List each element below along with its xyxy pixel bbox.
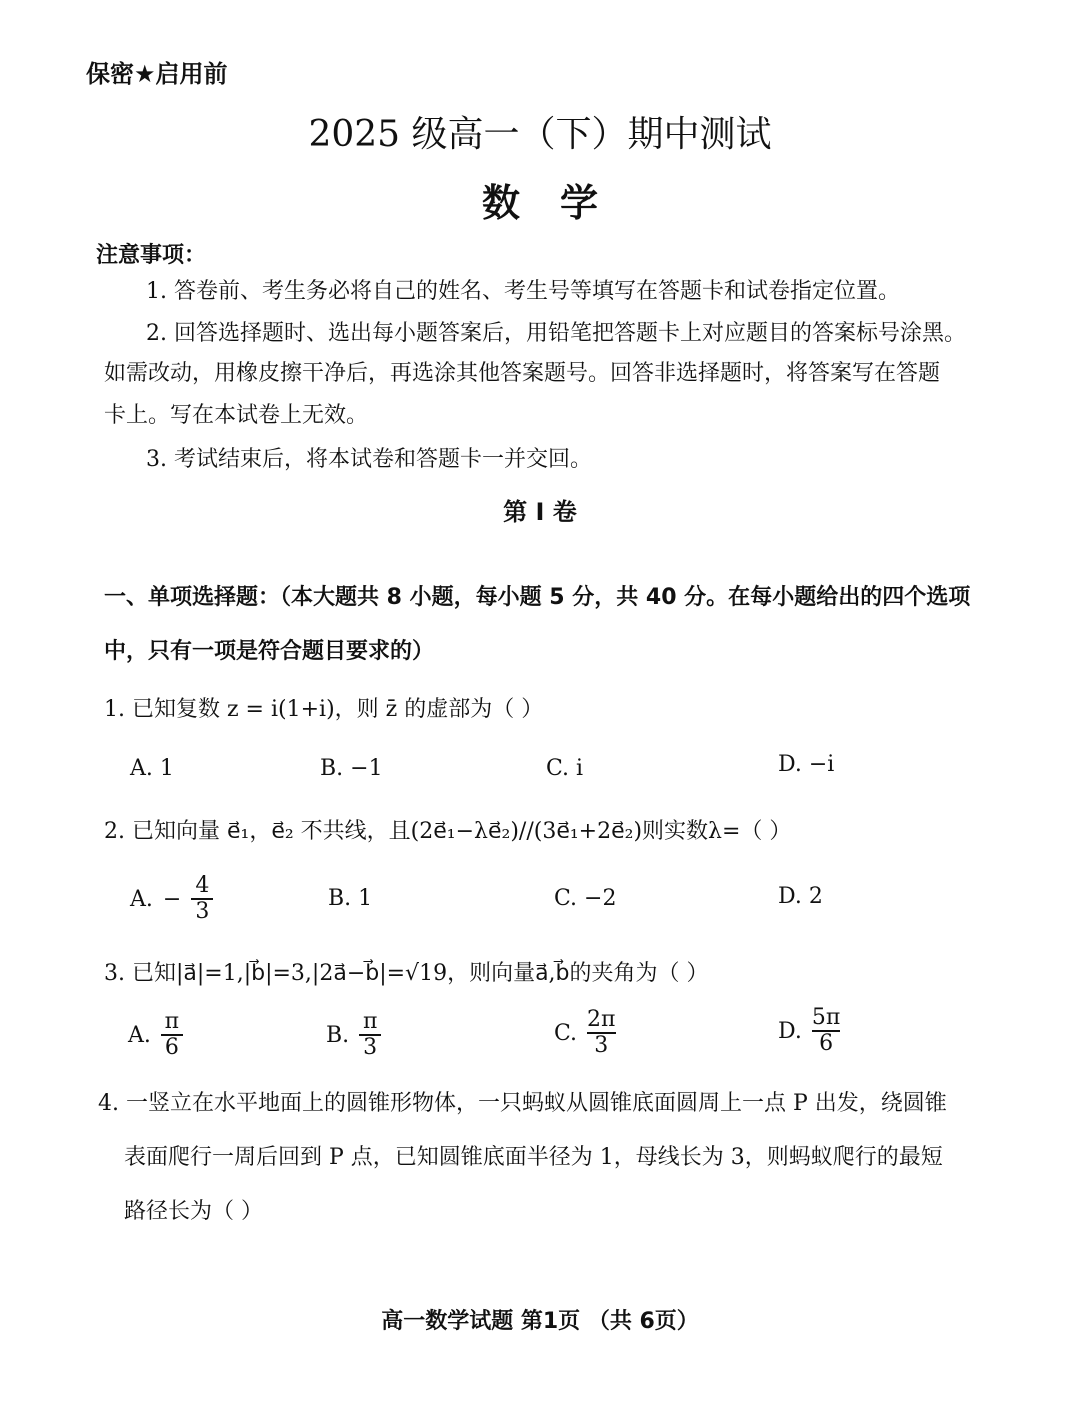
- notice-item-2-line-2: 如需改动，用橡皮擦干净后，再选涂其他答案题号。回答非选择题时，将答案写在答题: [104, 361, 941, 386]
- option-label: B.: [326, 1022, 350, 1048]
- question-1-option-b: B. −1: [320, 756, 383, 781]
- denominator: 6: [164, 1035, 179, 1061]
- numerator: 4: [195, 873, 210, 898]
- fraction: [812, 1006, 840, 1056]
- option-label: D.: [778, 1018, 802, 1044]
- question-2-option-b: B. 1: [328, 886, 373, 911]
- subject-title: 数学: [481, 180, 638, 225]
- option-label: A.: [130, 886, 153, 912]
- question-2-option-d: D. 2: [778, 884, 823, 909]
- option-label: C.: [554, 1020, 578, 1046]
- notice-item-1: 1. 答卷前、考生务必将自己的姓名、考生号等填写在答题卡和试卷指定位置。: [146, 279, 900, 304]
- page-footer: 高一数学试题 第1页 （共 6页）: [381, 1309, 699, 1334]
- question-3-option-c: [554, 1008, 616, 1058]
- numerator: 5π: [811, 1005, 841, 1030]
- denominator: 3: [363, 1035, 378, 1061]
- fraction: [161, 1010, 183, 1060]
- question-4-line-3: 路径长为（ ）: [124, 1199, 263, 1224]
- question-3-option-b: [326, 1010, 381, 1060]
- part1-heading-line-1: 一、单项选择题：（本大题共 8 小题，每小题 5 分，共 40 分。在每小题给出的四个选项: [104, 585, 971, 610]
- question-3-option-a: [128, 1010, 183, 1060]
- question-1-option-a: A. 1: [130, 756, 174, 781]
- option-label: A.: [128, 1022, 151, 1048]
- notice-item-2-line-1: 2. 回答选择题时、选出每小题答案后，用铅笔把答题卡上对应题目的答案标号涂黑。: [146, 321, 966, 346]
- fraction: [359, 1010, 381, 1060]
- question-3-option-d: [778, 1006, 840, 1056]
- fraction: [191, 874, 213, 924]
- question-2-stem: 2. 已知向量 e⃗₁，e⃗₂ 不共线，且(2e⃗₁−λe⃗₂)//(3e⃗₁+2e⃗₂)则实数λ=（ ）: [104, 819, 792, 844]
- question-2-option-a: [130, 874, 213, 924]
- question-4-line-1: 4. 一竖立在水平地面上的圆锥形物体，一只蚂蚁从圆锥底面圆周上一点 P 出发，绕圆锥: [98, 1091, 947, 1116]
- notice-item-2-line-3: 卡上。写在本试卷上无效。: [104, 403, 369, 428]
- notice-heading: 注意事项：: [96, 243, 207, 268]
- question-1-option-c: C. i: [546, 756, 584, 781]
- fraction: [587, 1008, 615, 1058]
- denominator: 6: [819, 1031, 834, 1057]
- confidential-label: 保密★启用前: [86, 60, 228, 88]
- question-1-stem: 1. 已知复数 z = i(1+i)，则 z̄ 的虚部为（ ）: [104, 697, 544, 722]
- numerator: π: [362, 1009, 378, 1034]
- exam-title: 2025 级高一（下）期中测试: [308, 114, 772, 155]
- question-2-option-c: C. −2: [554, 886, 617, 911]
- denominator: 3: [594, 1033, 609, 1059]
- section-title: 第 I 卷: [503, 498, 577, 526]
- minus-sign: −: [162, 886, 182, 912]
- notice-item-3: 3. 考试结束后，将本试卷和答题卡一并交回。: [146, 447, 592, 472]
- question-3-stem: 3. 已知|a⃗|=1,|b⃗|=3,|2a⃗−b⃗|=√19，则向量a⃗,b⃗的夹角为（ ）: [104, 961, 709, 986]
- numerator: π: [164, 1009, 180, 1034]
- question-1-option-d: D. −i: [778, 752, 835, 777]
- question-4-line-2: 表面爬行一周后回到 P 点，已知圆锥底面半径为 1，母线长为 3，则蚂蚁爬行的最短: [124, 1145, 943, 1170]
- part1-heading-line-2: 中，只有一项是符合题目要求的）: [104, 639, 435, 664]
- denominator: 3: [195, 899, 210, 925]
- numerator: 2π: [587, 1007, 616, 1032]
